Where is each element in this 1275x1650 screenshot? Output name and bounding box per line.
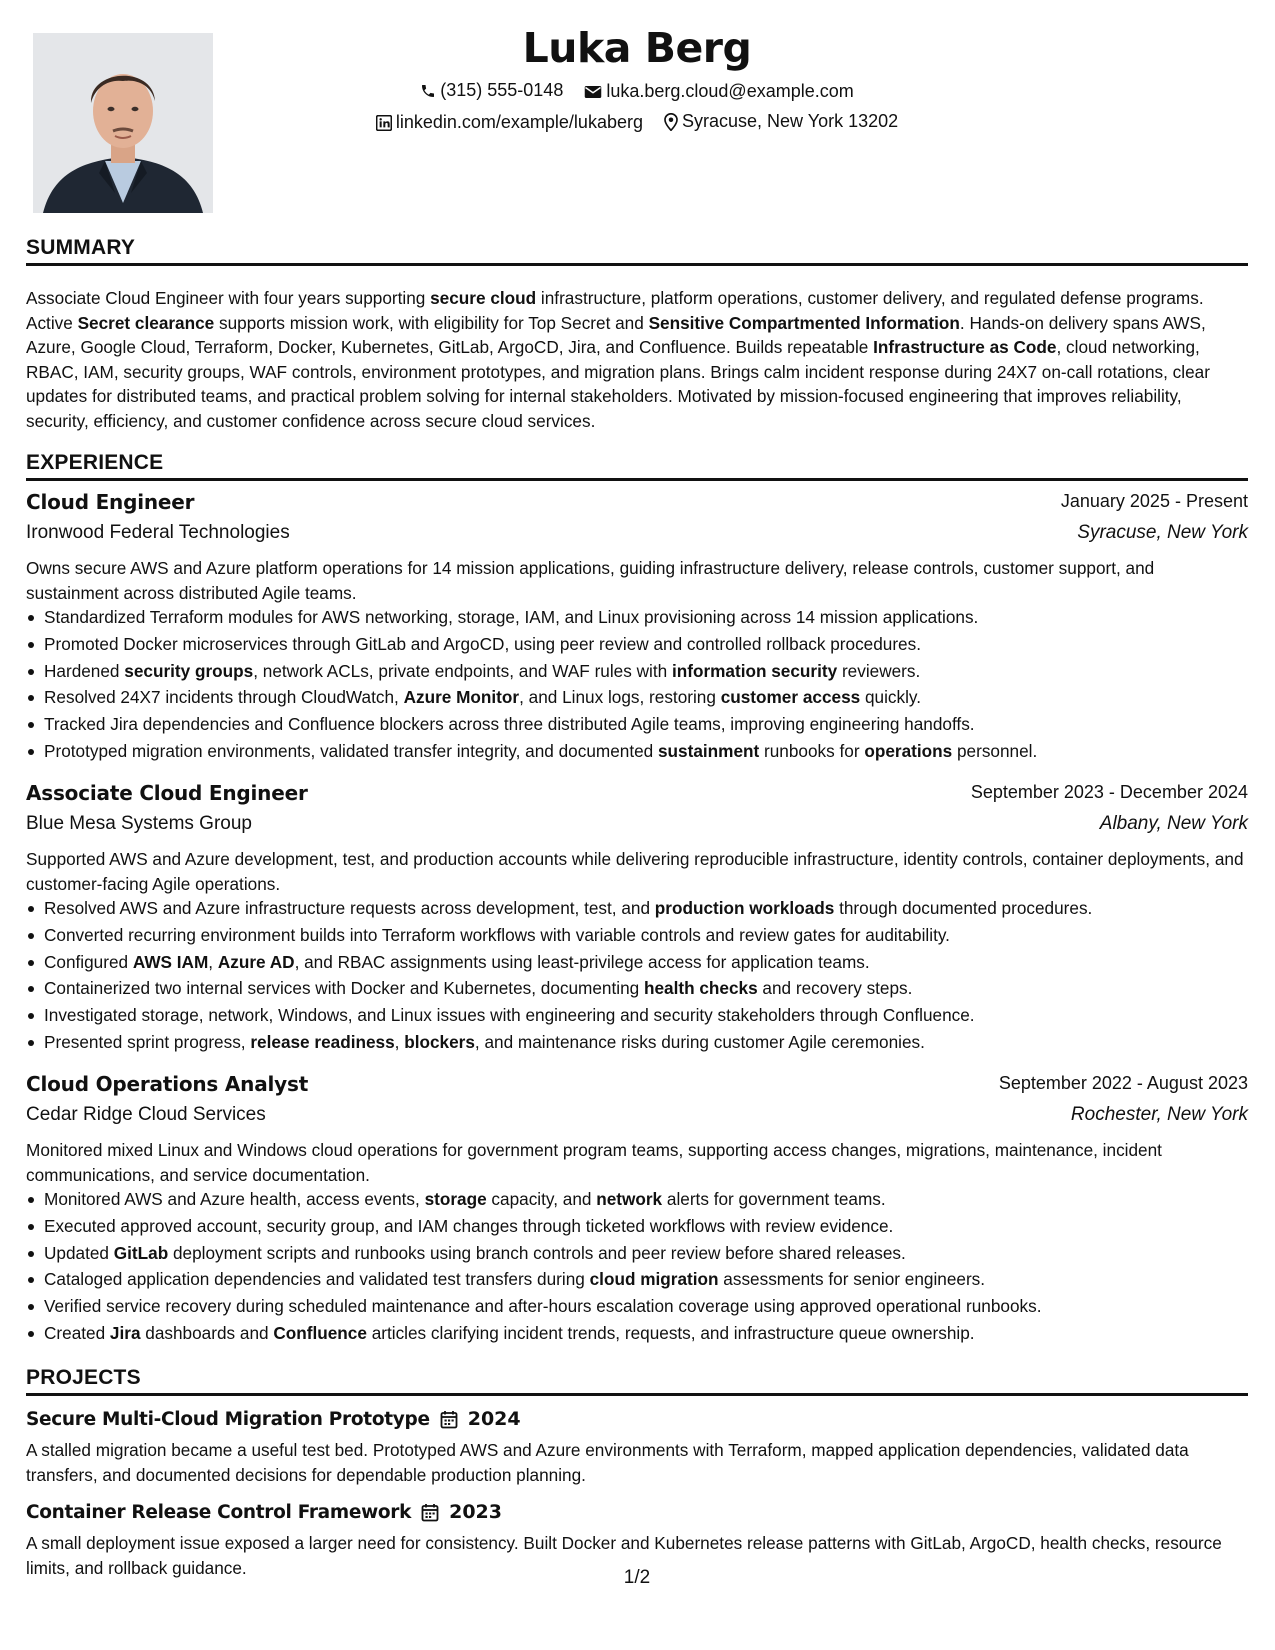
bullet-item <box>44 1320 1266 1347</box>
text-run: Converted recurring environment builds into Terraform workflows with variable controls and review gates for auditability. <box>44 924 950 945</box>
bold-text: information security <box>671 660 838 681</box>
project-description: A stalled migration became a useful test bed. Prototyped AWS and Azure environments with Terraform, mapped application dependencies, validated data transfers, and documented decisions for dependable production planning. <box>26 1440 1189 1485</box>
contact-line-2 <box>26 111 1248 136</box>
resume-page <box>26 0 1248 1650</box>
bold-text: network <box>596 1189 663 1209</box>
text-run: through documented procedures. <box>834 898 1093 918</box>
job-description: Owns secure AWS and Azure platform operations for 14 mission applications, guiding infrastructure delivery, release controls, customer support, and sustainment across distributed Agile teams. <box>26 558 1155 603</box>
bullet-item <box>44 1266 1266 1293</box>
bullet-item <box>44 684 1266 711</box>
job-description: Supported AWS and Azure development, test, and production accounts while delivering reproducible infrastructure, identity controls, container deployments, and customer-facing Agile operations. <box>26 849 1244 894</box>
job-company: Cedar Ridge Cloud Services <box>26 1104 266 1125</box>
text-run: Cataloged application dependencies and validated test transfers during <box>44 1269 590 1290</box>
text-run: , cloud networking, RBAC, IAM, security groups, WAF controls, environment prototypes, and migration plans. Brings calm incident response during 24X7 on-call rotations, clear updates for distributed teams, and practical problem solving for internal stakeholders. Motivated by mission-focused engineering that improves reliability, security, efficiency, and customer confidence across secure cloud services. <box>26 337 1210 431</box>
candidate-name: Luka Berg <box>522 24 752 72</box>
text-run: personnel. <box>952 740 1038 761</box>
bold-text: customer access <box>720 687 861 708</box>
text-run: , network ACLs, private endpoints, and WAF rules with <box>253 660 672 681</box>
summary-text <box>26 286 1248 433</box>
job-title: Cloud Engineer <box>26 490 195 514</box>
text-run: Resolved 24X7 incidents through CloudWatch, <box>44 687 404 708</box>
text-run: infrastructure, platform operations, customer delivery, and regulated defense programs. Active <box>26 288 1204 333</box>
summary-heading: SUMMARY <box>26 236 1248 266</box>
bold-text: Sensitive Compartmented Information <box>648 312 960 333</box>
job-company: Blue Mesa Systems Group <box>26 813 252 834</box>
bold-text: Azure Monitor <box>403 687 520 708</box>
phone-icon <box>420 83 436 99</box>
text-run: assessments for senior engineers. <box>718 1269 986 1290</box>
bold-text: storage <box>424 1189 487 1209</box>
bold-text: Secret clearance <box>77 312 215 333</box>
linkedin-text: linkedin.com/example/lukaberg <box>395 112 643 132</box>
text-run: dashboards and <box>140 1322 274 1343</box>
text-run: , <box>208 951 218 972</box>
text-run: Promoted Docker microservices through GitLab and ArgoCD, using peer review and controlled rollback procedures. <box>44 633 921 654</box>
bold-text: blockers <box>404 1031 475 1052</box>
bold-text: health checks <box>643 978 758 999</box>
text-run: runbooks for <box>759 740 865 761</box>
projects-heading: PROJECTS <box>26 1366 1248 1396</box>
text-run: Created <box>44 1322 110 1343</box>
job-location: Syracuse, New York <box>1077 522 1248 543</box>
project-year: 2023 <box>449 1501 502 1523</box>
job-bullets <box>26 895 1266 1056</box>
text-run: Executed approved account, security group, and IAM changes through ticketed workflows with review evidence. <box>44 1215 894 1236</box>
text-run: . Hands-on delivery spans AWS, Azure, Google Cloud, Terraform, Docker, Kubernetes, GitLab, ArgoCD, Jira, and Confluence. Builds repeatable <box>26 312 1206 357</box>
calendar-icon <box>421 1503 439 1522</box>
location-text: Syracuse, New York 13202 <box>682 111 899 131</box>
bold-text: Azure AD <box>217 951 295 972</box>
bullet-item <box>44 604 1266 631</box>
text-run: Monitored AWS and Azure health, access events, <box>44 1189 425 1209</box>
bullet-item <box>44 975 1266 1002</box>
text-run: alerts for government teams. <box>662 1189 886 1209</box>
job-location: Albany, New York <box>1099 813 1248 834</box>
bullet-item <box>44 658 1266 685</box>
job-title: Associate Cloud Engineer <box>26 781 308 805</box>
bullet-item <box>44 1029 1266 1056</box>
bullet-item <box>44 922 1266 949</box>
bold-text: operations <box>864 740 953 761</box>
bold-text: sustainment <box>658 740 760 761</box>
text-run: Resolved AWS and Azure infrastructure requests across development, test, and <box>44 898 655 918</box>
text-run: articles clarifying incident trends, requests, and infrastructure queue ownership. <box>366 1322 975 1343</box>
location-contact <box>664 111 898 132</box>
text-run: , <box>394 1031 405 1052</box>
job-description: Monitored mixed Linux and Windows cloud operations for government program teams, supporting access changes, migrations, maintenance, incident communications, and service documentation. <box>26 1140 1162 1185</box>
text-run: Verified service recovery during scheduled maintenance and after-hours escalation coverage using approved operational runbooks. <box>44 1296 1042 1317</box>
bullet-item <box>44 738 1266 765</box>
text-run: Configured <box>44 951 133 972</box>
bullet-item <box>44 711 1266 738</box>
text-run: Presented sprint progress, <box>44 1031 251 1052</box>
text-run: Hardened <box>44 660 125 681</box>
job-location: Rochester, New York <box>1070 1104 1248 1125</box>
bold-text: Jira <box>109 1322 141 1343</box>
calendar-icon <box>440 1410 458 1429</box>
text-run: Standardized Terraform modules for AWS networking, storage, IAM, and Linux provisioning across 14 mission applications. <box>44 607 979 627</box>
page-number: 1/2 <box>623 1567 651 1588</box>
bold-text: Confluence <box>273 1322 367 1343</box>
bold-text: GitLab <box>113 1242 169 1263</box>
text-run: Associate Cloud Engineer with four years supporting <box>26 288 431 308</box>
bold-text: Infrastructure as Code <box>873 337 1057 357</box>
bullet-item <box>44 1002 1266 1029</box>
bullet-item <box>44 1186 1266 1213</box>
text-run: Investigated storage, network, Windows, and Linux issues with engineering and security stakeholders through Confluence. <box>44 1005 975 1026</box>
project-name: Secure Multi-Cloud Migration Prototype <box>26 1408 430 1430</box>
text-run: Tracked Jira dependencies and Confluence blockers across three distributed Agile teams, improving engineering handoffs. <box>44 714 975 735</box>
project-header <box>26 1501 502 1523</box>
job-company: Ironwood Federal Technologies <box>26 522 290 543</box>
text-run: Updated <box>44 1242 114 1263</box>
text-run: deployment scripts and runbooks using branch controls and peer review before shared releases. <box>168 1242 906 1263</box>
project-header <box>26 1408 521 1430</box>
bold-text: AWS IAM <box>132 951 209 972</box>
bold-text: cloud migration <box>589 1269 719 1290</box>
job-dates: January 2025 - Present <box>1060 491 1248 511</box>
text-run: Containerized two internal services with Docker and Kubernetes, documenting <box>44 978 644 999</box>
job-title: Cloud Operations Analyst <box>26 1072 309 1096</box>
email-contact[interactable] <box>584 81 853 102</box>
experience-heading: EXPERIENCE <box>26 451 1248 481</box>
bold-text: production workloads <box>654 898 835 918</box>
text-run: reviewers. <box>837 660 921 681</box>
envelope-icon <box>584 85 602 99</box>
phone-text: (315) 555-0148 <box>440 80 564 100</box>
bullet-item <box>44 895 1266 922</box>
bullet-item <box>44 1240 1266 1267</box>
phone-contact[interactable] <box>420 80 563 101</box>
bullet-item <box>44 631 1266 658</box>
bold-text: secure cloud <box>430 288 537 308</box>
text-run: and recovery steps. <box>757 978 913 999</box>
bullet-item <box>44 1293 1266 1320</box>
bullet-item <box>44 1213 1266 1240</box>
project-description: A small deployment issue exposed a larger need for consistency. Built Docker and Kubernetes release patterns with GitLab, ArgoCD, health checks, resource limits, and rollback guidance. <box>26 1533 1222 1578</box>
text-run: , and RBAC assignments using least-privilege access for application teams. <box>294 951 870 972</box>
job-bullets <box>26 604 1266 765</box>
project-name: Container Release Control Framework <box>26 1501 412 1523</box>
text-run: , and Linux logs, restoring <box>519 687 721 708</box>
linkedin-icon <box>376 115 392 131</box>
text-run: supports mission work, with eligibility for Top Secret and <box>214 312 649 333</box>
bullet-item <box>44 949 1266 976</box>
job-dates: September 2022 - August 2023 <box>998 1073 1248 1093</box>
text-run: quickly. <box>860 687 921 708</box>
text-run: , and maintenance risks during customer Agile ceremonies. <box>474 1031 925 1052</box>
text-run: Prototyped migration environments, validated transfer integrity, and documented <box>44 740 658 761</box>
linkedin-contact[interactable] <box>376 112 643 133</box>
job-dates: September 2023 - December 2024 <box>970 782 1248 802</box>
project-year: 2024 <box>467 1408 521 1430</box>
text-run: capacity, and <box>486 1189 597 1209</box>
bold-text: release readiness <box>250 1031 395 1052</box>
contact-line-1 <box>26 80 1248 104</box>
bold-text: security groups <box>124 660 254 681</box>
email-text: luka.berg.cloud@example.com <box>606 81 854 101</box>
map-pin-icon <box>664 113 678 131</box>
job-bullets <box>26 1186 1266 1347</box>
